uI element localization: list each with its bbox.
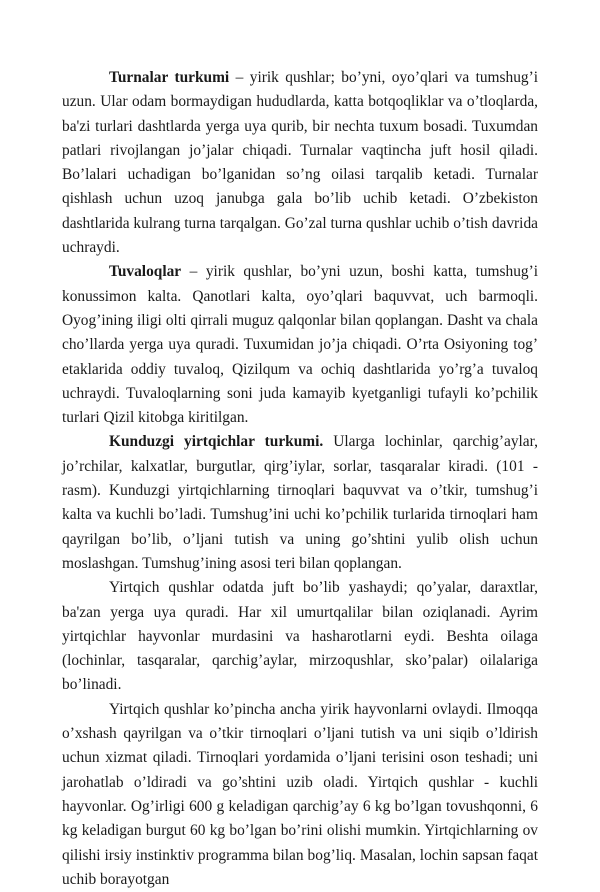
paragraph-text: Yirtqich qushlar ko’pincha ancha yirik hayvonlarni ovlaydi. Ilmoqqa o’xshash qayrilgan va o’tkir tirnoqlari o’ljani tutish va uni siqib o’ldirish uchun xizmat qiladi. Tirnoqlari yordamida o’ljani terisini oson teshadi; uni jarohatlab o’ldiradi va go’shtini uzib oladi. Yirtqich qushlar - kuchli hayvonlar. Og’irligi 600 g keladigan qarchig’ay 6 kg bo’lgan tovushqonni, 6 kg keladigan burgut 60 kg bo’lgan bo’rini olishi mumkin. Yirtqichlarning ov qilishi irsiy instinktiv programma bilan bog’liq. Masalan, lochin sapsan faqat uchib borayotgan — [62, 700, 538, 888]
term-heading: Tuvaloqlar — [109, 263, 182, 281]
term-heading: Turnalar turkumi — [109, 69, 230, 86]
paragraph-text: Yirtqich qushlar odatda juft bo’lib yashaydi; qo’yalar, daraxtlar, ba'zan yerga uya quradi. Har xil umurtqalilar bilan oziqlanadi. Ayrim yirtqichlar hayvonlar murdasini va hasharotlarni eydi. Beshta oilaga (lochinlar, tasqaralar, qarchig’aylar, mirzoqushlar, sko’palar) oilalariga bo’linadi. — [62, 579, 538, 694]
paragraph-cranes — [62, 66, 538, 260]
paragraph-text: – yirik qushlar; bo’yni, oyo’qlari va tumshug’i uzun. Ular odam bormaydigan hududlarda, katta botqoqliklar va o’tloqlarda, ba'zi turlari dashtlarda yerga uya qurib, bir nechta tuxum bosadi. Tuxumdan patlari rivojlangan jo’jalar chiqadi. Turnalar vaqtincha juft hosil qiladi. Bo’lalari uchadigan bo’lganidan so’ng oilasi tarqalib ketadi. Turnalar qishlash uchun uzoq janubga gala bo’lib uchib ketadi. O’zbekiston dashtlarida kulrang turna tarqalgan. Go’zal turna qushlar uchib o’tish davrida uchraydi. — [62, 69, 539, 257]
paragraph-text: – yirik qushlar, bo’yni uzun, boshi katta, tumshug’i konussimon kalta. Qanotlari kalta, oyo’qlari baquvvat, uch barmoqli. Oyog’ining iligi olti qirrali muguz qalqonlar bilan qoplangan. Dasht va chala cho’llarda yerga uya quradi. Tuxumidan jo’ja chiqadi. O’rta Osiyoning tog’ etaklarida oddiy tuvaloq, Qizilqum va ochiq dashtlarida yo’rg’a tuvaloq uchraydi. Tuvaloqlarning soni juda kamayib kyetganligi tufayli ko’pchilik turlari Qizil kitobga kiritilgan. — [62, 263, 538, 427]
paragraph-raptor-habits — [62, 576, 538, 697]
paragraph-raptors — [62, 430, 538, 576]
paragraph-raptor-hunting — [62, 698, 538, 892]
term-heading: Kunduzgi yirtqichlar turkumi. — [109, 433, 324, 451]
document-page — [62, 66, 538, 892]
paragraph-bustards — [62, 260, 538, 430]
paragraph-text: Ularga lochinlar, qarchig’aylar, jo’rchilar, kalxatlar, burgutlar, qirg’iylar, sorlar, tasqaralar kiradi. (101 - rasm). Kunduzgi yirtqichlarning tirnoqlari baquvvat va o’tkir, tumshug’i kalta va kuchli bo’ladi. Tumshug’ini uchi ko’pchilik turlarida tirnoqlari ham qayrilgan bo’lib, o’ljani tutish va uning go’shtini yulib olish uchun moslashgan. Tumshug’ining asosi teri bilan qoplangan. — [62, 433, 538, 572]
